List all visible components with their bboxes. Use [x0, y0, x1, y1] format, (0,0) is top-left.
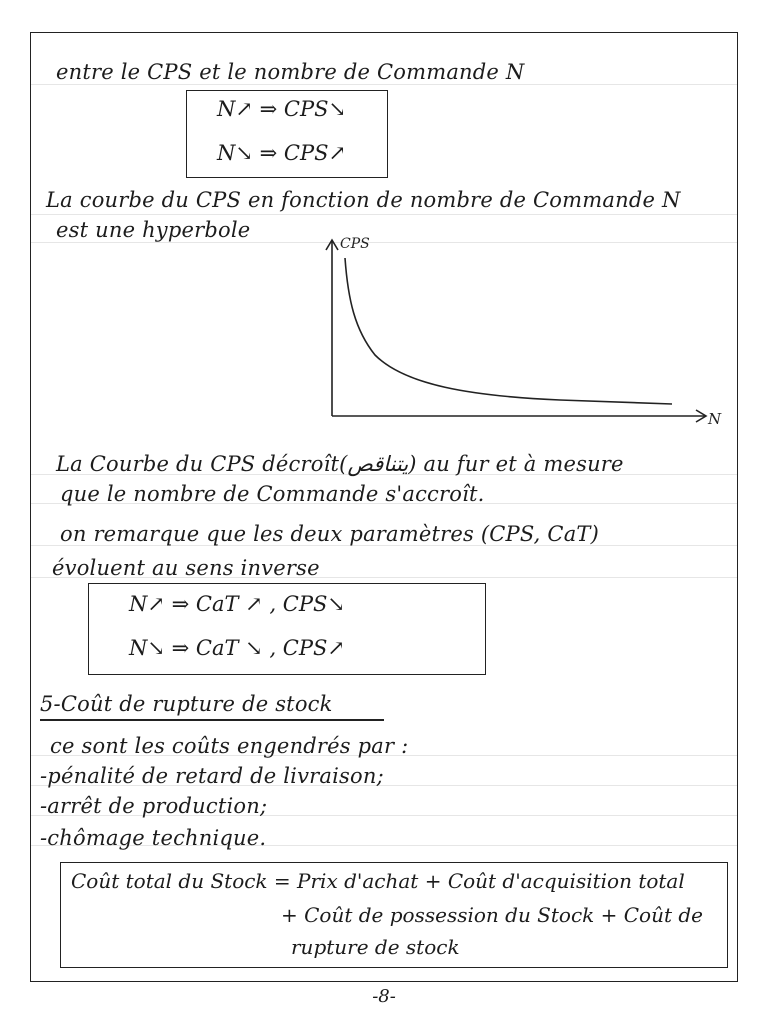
- page-number: -8-: [372, 986, 396, 1007]
- section-intro: ce sont les coûts engendrés par :: [50, 734, 409, 758]
- section-heading-underline: [40, 719, 384, 721]
- x-axis-label: N: [708, 410, 722, 428]
- text-line-curve-description: La courbe du CPS en fonction de nombre de Commande N: [46, 188, 681, 212]
- total-cost-formula-box: [60, 862, 728, 968]
- text-line-hyperbola: est une hyperbole: [56, 218, 251, 242]
- text-line-decreasing: La Courbe du CPS décroît(يتناقص) au fur et à mesure: [56, 452, 624, 476]
- formula-line: Coût total du Stock = Prix d'achat + Coût d'acquisition total: [71, 869, 685, 893]
- y-axis-label: CPS: [340, 236, 370, 252]
- relation-row-decrease: N↘ ⇒ CaT ↘ , CPS↗: [129, 636, 345, 660]
- section-heading: 5-Coût de rupture de stock: [40, 692, 333, 716]
- list-item: -chômage technique.: [40, 826, 267, 850]
- relation-row-increase: N↗ ⇒ CPS↘: [217, 97, 347, 121]
- relation-row-decrease: N↘ ⇒ CPS↗: [217, 141, 347, 165]
- text-line-inverse: évoluent au sens inverse: [52, 556, 320, 580]
- relation-box-n-cps: [186, 90, 388, 178]
- list-item: -pénalité de retard de livraison;: [40, 764, 384, 788]
- text-line-parameters: on remarque que les deux paramètres (CPS, CaT): [60, 522, 600, 546]
- text-line-cps-relation: entre le CPS et le nombre de Commande N: [56, 60, 525, 84]
- relation-box-n-cat-cps: [88, 583, 486, 675]
- relation-row-increase: N↗ ⇒ CaT ↗ , CPS↘: [129, 592, 345, 616]
- text-line-increasing-orders: que le nombre de Commande s'accroît.: [60, 482, 485, 506]
- formula-line: + Coût de possession du Stock + Coût de: [281, 903, 704, 927]
- formula-line: rupture de stock: [291, 935, 460, 959]
- list-item: -arrêt de production;: [40, 794, 268, 818]
